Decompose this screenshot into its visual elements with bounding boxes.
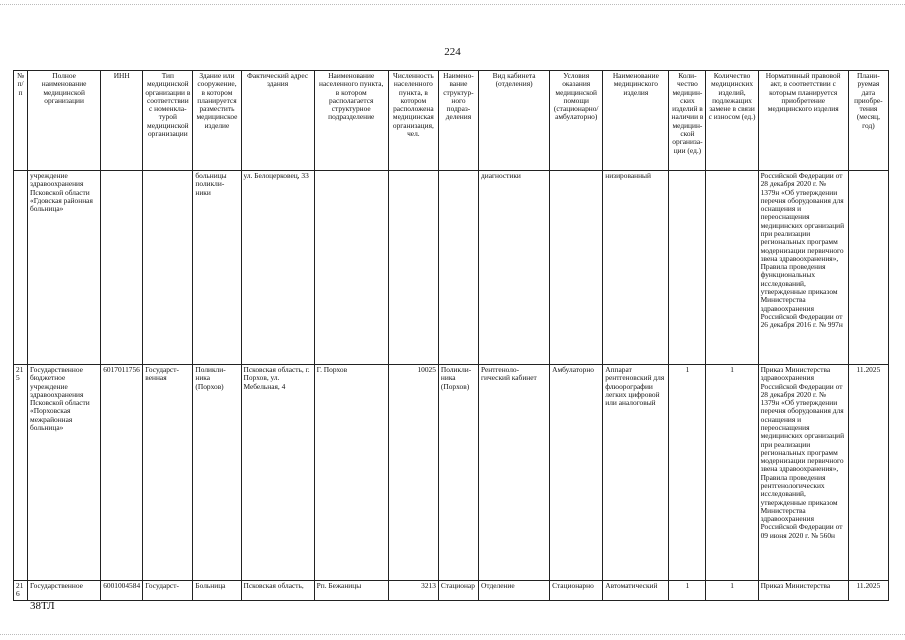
cell-settlement: Рп. Бежаницы bbox=[314, 581, 388, 601]
cell-unit: Поликли-ника (Порхов) bbox=[438, 365, 478, 581]
cell-settlement bbox=[314, 171, 388, 365]
cell-cabinet: Рентгеноло-гический кабинет bbox=[479, 365, 550, 581]
scan-artifact-top bbox=[0, 4, 905, 6]
cell-org-type: Государст- bbox=[143, 581, 193, 601]
cell-settlement: Г. Порхов bbox=[314, 365, 388, 581]
cell-population: 3213 bbox=[388, 581, 438, 601]
cell-qty-have bbox=[669, 171, 706, 365]
header-cell: Численность населенного пункта, в котором расположена медицинская организация, чел. bbox=[388, 71, 438, 171]
cell-conditions: Амбулаторно bbox=[550, 365, 603, 581]
table-row bbox=[14, 171, 889, 365]
cell-inn bbox=[101, 171, 143, 365]
page-number: 224 bbox=[444, 46, 461, 58]
header-cell: Плани-руемая дата приобре-тения (месяц, год) bbox=[848, 71, 888, 171]
cell-qty-replace bbox=[706, 171, 758, 365]
header-cell: № п/п bbox=[14, 71, 28, 171]
header-cell: Нормативный правовой акт, в соответствии с которым планируется приобретение медицинского изделия bbox=[758, 71, 848, 171]
cell-device: Аппарат рентгеновский для флюорографии легких цифровой или аналоговый bbox=[603, 365, 669, 581]
cell-organization: Государственное bbox=[28, 581, 101, 601]
table-row bbox=[14, 581, 889, 601]
header-cell: Наимено-вание структур-ного подраз-деления bbox=[438, 71, 478, 171]
cell-number bbox=[14, 171, 28, 365]
cell-address: ул. Белоцерковец, 33 bbox=[241, 171, 314, 365]
cell-conditions: Стационарно bbox=[550, 581, 603, 601]
header-cell: Полное наименование медицинской организации bbox=[28, 71, 101, 171]
cell-building: Поликли-ника (Порхов) bbox=[193, 365, 241, 581]
header-cell: Условия оказания медицинской помощи (стационарно/ амбулаторно) bbox=[550, 71, 603, 171]
cell-population: 10025 bbox=[388, 365, 438, 581]
cell-organization: Государственное бюджетное учреждение здравоохранения Псковской области «Порховская межрайонная больница» bbox=[28, 365, 101, 581]
cell-device: низированный bbox=[603, 171, 669, 365]
cell-legal-act: Приказ Министерства bbox=[758, 581, 848, 601]
cell-cabinet: Отделение bbox=[479, 581, 550, 601]
cell-conditions bbox=[550, 171, 603, 365]
equipment-register-table bbox=[13, 70, 889, 601]
cell-building: больницы поликли-ники bbox=[193, 171, 241, 365]
cell-cabinet: диагностики bbox=[479, 171, 550, 365]
cell-address: Псковская область, г. Порхов, ул. Мебельная, 4 bbox=[241, 365, 314, 581]
header-cell: Наименование населенного пункта, в котором располагается структурное подразделение bbox=[314, 71, 388, 171]
cell-qty-have: 1 bbox=[669, 365, 706, 581]
table-row bbox=[14, 365, 889, 581]
cell-qty-replace: 1 bbox=[706, 581, 758, 601]
cell-date bbox=[848, 171, 888, 365]
cell-org-type bbox=[143, 171, 193, 365]
header-cell: ИНН bbox=[101, 71, 143, 171]
header-cell: Наименование медицинского изделия bbox=[603, 71, 669, 171]
cell-unit: Стационар bbox=[438, 581, 478, 601]
cell-population bbox=[388, 171, 438, 365]
cell-legal-act: Приказ Министерства здравоохранения Российской Федерации от 28 декабря 2020 г. № 1379н «Об утверждении перечня оборудования для оснащения и переоснащения медицинских организаций при реализации региональных программ модернизации первичного звена здравоохранения», Правила проведения рентгенологических исследований, утвержденные приказом Министерства здравоохранения Российской Федерации от 09 июня 2020 г. № 560н bbox=[758, 365, 848, 581]
cell-qty-replace: 1 bbox=[706, 365, 758, 581]
header-cell: Фактический адрес здания bbox=[241, 71, 314, 171]
cell-organization: учреждение здравоохранения Псковской области «Гдовская районная больница» bbox=[28, 171, 101, 365]
cell-inn: 6017011756 bbox=[101, 365, 143, 581]
cell-qty-have: 1 bbox=[669, 581, 706, 601]
cell-address: Псковская область, bbox=[241, 581, 314, 601]
cell-date: 11.2025 bbox=[848, 581, 888, 601]
cell-device: Автоматический bbox=[603, 581, 669, 601]
document-code: 38ТЛ bbox=[30, 600, 55, 612]
header-cell: Вид кабинета (отделения) bbox=[479, 71, 550, 171]
cell-building: Больница bbox=[193, 581, 241, 601]
cell-number: 215 bbox=[14, 365, 28, 581]
header-cell: Тип медицинской организации в соответствии с номенкла-турой медицинской организации bbox=[143, 71, 193, 171]
cell-date: 11.2025 bbox=[848, 365, 888, 581]
cell-number: 216 bbox=[14, 581, 28, 601]
header-cell: Коли-чество медицин-ских изделий в наличии в медицин-ской организа-ции (ед.) bbox=[669, 71, 706, 171]
cell-legal-act: Российской Федерации от 28 декабря 2020 г. № 1379н «Об утверждении перечня оборудования для оснащения и переоснащения медицинских организаций при реализации региональных программ модернизации первичного звена здравоохранения», Правила проведения функциональных исследований, утвержденные приказом Министерства здравоохранения Российской Федерации от 26 декабря 2016 г. № 997н bbox=[758, 171, 848, 365]
header-cell: Количество медицинских изделий, подлежащих замене в связи с износом (ед.) bbox=[706, 71, 758, 171]
cell-unit bbox=[438, 171, 478, 365]
scan-artifact-bottom bbox=[0, 634, 905, 636]
header-cell: Здание или сооружение, в котором планируется разместить медицинское изделие bbox=[193, 71, 241, 171]
cell-inn: 6001004584 bbox=[101, 581, 143, 601]
table-header-row bbox=[14, 71, 889, 171]
cell-org-type: Государст-венная bbox=[143, 365, 193, 581]
